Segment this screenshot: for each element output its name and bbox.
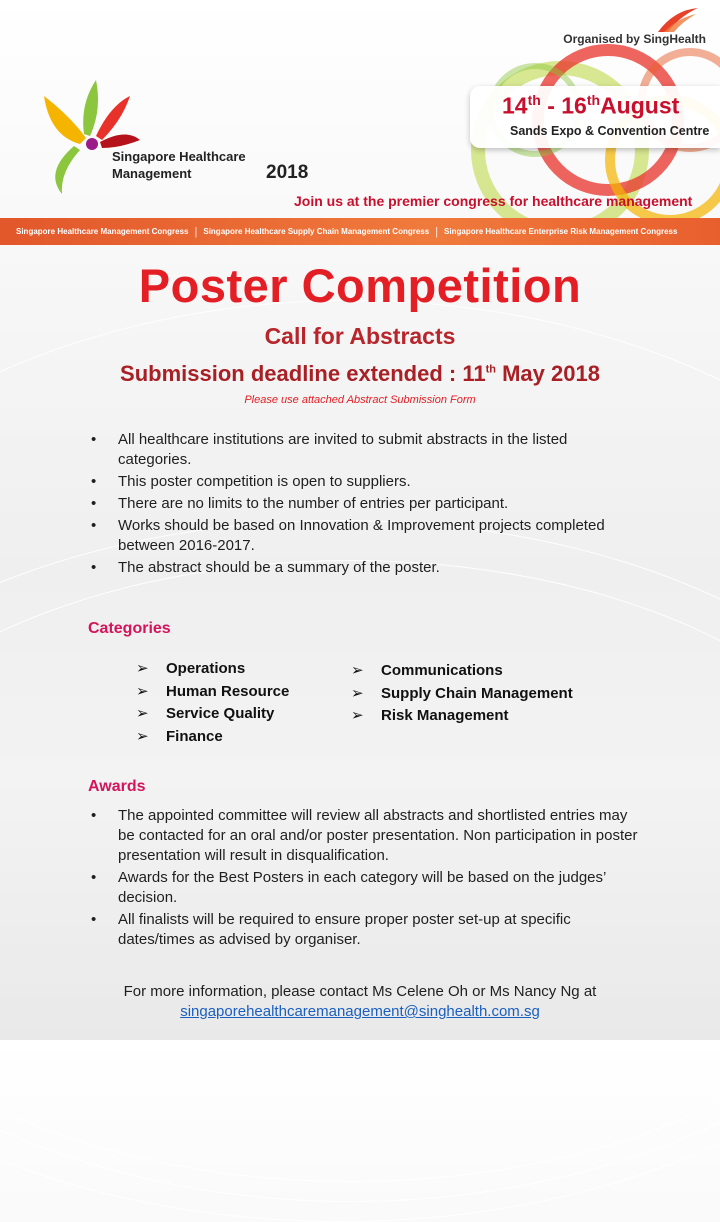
intro-list [88, 430, 628, 580]
submission-deadline [0, 361, 720, 387]
category-item [351, 683, 573, 706]
category-label: Supply Chain Management [381, 684, 573, 702]
venue: Sands Expo & Convention Centre [510, 124, 710, 138]
category-item [136, 726, 289, 749]
categories-left-list [136, 658, 289, 748]
category-label: Operations [166, 660, 246, 677]
categories-heading: Categories [88, 620, 171, 637]
event-year: 2018 [266, 162, 309, 183]
event-dates [502, 92, 679, 120]
contact-text: For more information, please contact Ms Celene Oh or Ms Nancy Ng at [123, 983, 597, 1000]
event-name-text: Singapore Healthcare Management [112, 149, 246, 181]
date-card [470, 86, 720, 148]
arrow-bullet-icon: ➢ [351, 707, 364, 724]
category-label: Finance [166, 727, 223, 745]
date-end-suffix: th [586, 92, 601, 108]
date-start-suffix: th [527, 92, 541, 108]
deadline-prefix: Submission deadline extended : 11 [120, 361, 486, 386]
page-subtitle: Call for Abstracts [264, 323, 456, 349]
arrow-bullet-icon: ➢ [136, 727, 149, 745]
bar-separator: | [194, 225, 198, 238]
awards-list [88, 806, 648, 952]
list-item: • The appointed committee will review all abstracts and shortlisted entries may be contacted for an oral and/or poster presentation. Non participation in poster presentation will result in disqualification. [88, 806, 648, 866]
list-item: • Works should be based on Innovation & Improvement projects completed between 2016-2017. [88, 516, 628, 556]
category-label: Communications [381, 662, 503, 679]
congress-item: Singapore Healthcare Enterprise Risk Management Congress [444, 227, 678, 236]
page-title: Poster Competition [138, 259, 582, 312]
deadline-date: May 2018 [495, 361, 600, 386]
arrow-bullet-icon: ➢ [136, 682, 149, 700]
categories-right-list [351, 660, 573, 728]
category-label: Risk Management [381, 707, 509, 724]
congress-item: Singapore Healthcare Management Congress [16, 227, 189, 236]
date-end: - 16 [540, 92, 587, 119]
event-name [112, 148, 308, 182]
arrow-bullet-icon: ➢ [351, 662, 364, 679]
organised-by-label: Organised by SingHealth [563, 32, 706, 46]
congress-item: Singapore Healthcare Supply Chain Management Congress [203, 227, 430, 236]
list-item: • All finalists will be required to ensure proper poster set-up at specific dates/times as advised by organiser. [88, 910, 648, 950]
date-start: 14 [502, 92, 528, 119]
category-item [136, 703, 289, 726]
category-item [351, 660, 573, 683]
list-item: • There are no limits to the number of entries per participant. [88, 494, 628, 514]
list-item: • The abstract should be a summary of the poster. [88, 558, 628, 578]
deadline-suffix-sup: th [485, 363, 496, 376]
bar-separator: | [435, 225, 439, 238]
contact-info [0, 982, 720, 1022]
category-item [136, 658, 289, 681]
tagline: Join us at the premier congress for healthcare management [294, 193, 693, 209]
list-item: • This poster competition is open to suppliers. [88, 472, 628, 492]
singhealth-logo-icon [654, 6, 700, 34]
contact-email-link[interactable]: singaporehealthcaremanagement@singhealth.com.sg [180, 1003, 540, 1020]
category-item [136, 681, 289, 704]
category-label: Human Resource [166, 682, 290, 700]
arrow-bullet-icon: ➢ [136, 705, 149, 722]
list-item: • Awards for the Best Posters in each category will be based on the judges’ decision. [88, 868, 648, 908]
form-note: Please use attached Abstract Submission Form [244, 394, 476, 406]
date-month: August [600, 92, 680, 119]
arrow-bullet-icon: ➢ [351, 684, 364, 702]
congress-bar [0, 218, 720, 245]
list-item: • All healthcare institutions are invited to submit abstracts in the listed categories. [88, 430, 628, 470]
category-label: Service Quality [166, 705, 275, 722]
arrow-bullet-icon: ➢ [136, 660, 149, 677]
awards-heading: Awards [88, 778, 146, 795]
category-item [351, 705, 573, 728]
